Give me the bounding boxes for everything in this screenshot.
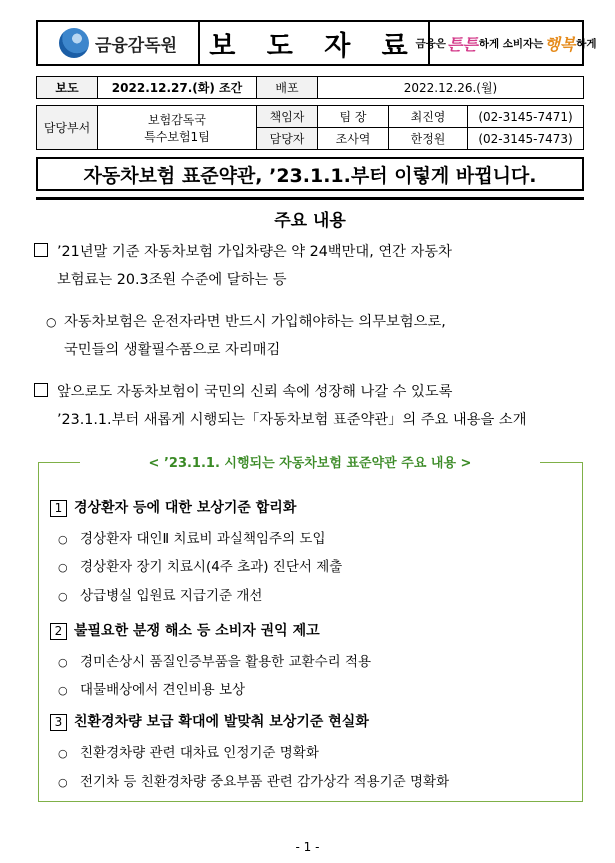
fss-logo-icon	[59, 28, 89, 58]
doc-title-cell	[198, 22, 430, 64]
list-item	[58, 650, 371, 670]
doc-title: 보 도 자 료	[209, 30, 419, 62]
release-value: 2022.12.27.(화) 조간	[98, 77, 257, 99]
press-release-header	[36, 20, 597, 66]
contact-role: 조사역	[318, 128, 389, 150]
section-number-box: 2	[50, 623, 67, 640]
headline: 자동차보험 표준약관, ’23.1.1.부터 이렇게 바뀝니다.	[36, 157, 584, 191]
bullet-circle-icon: ○	[58, 776, 68, 789]
section-heading-2	[50, 620, 320, 640]
list-item	[58, 555, 342, 575]
list-item	[58, 770, 449, 790]
responsible-role: 팀 장	[318, 106, 389, 128]
slogan	[415, 22, 597, 64]
dept-line1: 보험감독국	[148, 112, 206, 127]
list-item-text: 상급병실 입원료 지급기준 개선	[80, 588, 263, 604]
list-item	[58, 584, 262, 604]
list-item	[58, 741, 319, 761]
dept-line2: 특수보험1팀	[144, 129, 210, 144]
list-item	[58, 527, 326, 547]
p1-line1: ’21년말 기준 자동차보험 가입차량은 약 24백만대, 연간 자동차	[57, 244, 452, 260]
section-number-box: 3	[50, 714, 67, 731]
p1-line2: 보험료는 20.3조원 수준에 달하는 등	[57, 272, 287, 288]
section-heading-1	[50, 497, 296, 517]
page-number: - 1 -	[295, 840, 320, 854]
checkbox-square-icon	[34, 383, 48, 397]
org-logo	[38, 22, 198, 64]
section-title: 경상환자 등에 대한 보상기준 합리화	[74, 500, 297, 516]
p3-line2: ’23.1.1.부터 새롭게 시행되는「자동차보험 표준약관」의 주요 내용을 소개	[57, 412, 527, 428]
slogan-mid: 하게 소비자는	[478, 37, 544, 50]
section-heading-3	[50, 711, 369, 731]
paragraph-3	[34, 378, 594, 434]
release-label: 보도	[37, 77, 98, 99]
slogan-word-happy: 행복	[544, 34, 576, 54]
distribution-label: 배포	[257, 77, 318, 99]
p2-line2: 국민들의 생활필수품으로 자리매김	[64, 342, 281, 358]
list-item-text: 친환경차량 관련 대차료 인정기준 명확화	[80, 745, 319, 761]
section-number-box: 1	[50, 500, 67, 517]
p2-line1: 자동차보험은 운전자라면 반드시 가입해야하는 의무보험으로,	[64, 314, 446, 330]
contact-name: 한정원	[389, 128, 468, 150]
bullet-circle-icon: ○	[58, 533, 68, 546]
checkbox-square-icon	[34, 243, 48, 257]
contact-phone: (02-3145-7473)	[468, 128, 584, 150]
list-item-text: 경상환자 대인Ⅱ 치료비 과실책임주의 도입	[80, 531, 326, 547]
p3-line1: 앞으로도 자동차보험이 국민의 신뢰 속에 성장해 나갈 수 있도록	[57, 384, 453, 400]
slogan-prefix: 금융은	[415, 37, 446, 50]
dept-label: 담당부서	[37, 106, 98, 150]
dept-value	[98, 106, 257, 150]
slogan-suffix: 하게	[576, 37, 597, 50]
release-info-table	[36, 76, 584, 150]
divider	[36, 197, 584, 200]
list-item	[58, 678, 245, 698]
section-subtitle: 주요 내용	[274, 211, 346, 231]
responsible-phone: (02-3145-7471)	[468, 106, 584, 128]
bullet-circle-icon: ○	[58, 590, 68, 603]
slogan-word-strong: 튼튼	[446, 34, 478, 54]
paragraph-2	[46, 308, 594, 364]
org-name: 금융감독원	[94, 35, 178, 56]
bullet-circle-icon: ○	[58, 656, 68, 669]
list-item-text: 경미손상시 품질인증부품을 활용한 교환수리 적용	[80, 654, 372, 670]
bullet-circle-icon: ○	[46, 315, 57, 329]
bullet-circle-icon: ○	[58, 684, 68, 697]
summary-box-title: < ’23.1.1. 시행되는 자동차보험 표준약관 주요 내용 >	[80, 452, 540, 471]
section-title: 불필요한 분쟁 해소 등 소비자 권익 제고	[74, 623, 320, 639]
list-item-text: 전기차 등 친환경차량 중요부품 관련 감가상각 적용기준 명확화	[80, 774, 450, 790]
contact-label: 담당자	[257, 128, 318, 150]
responsible-name: 최진영	[389, 106, 468, 128]
bullet-circle-icon: ○	[58, 561, 68, 574]
list-item-text: 대물배상에서 견인비용 보상	[80, 682, 246, 698]
paragraph-1	[34, 238, 594, 294]
section-title: 친환경차량 보급 확대에 발맞춰 보상기준 현실화	[74, 714, 369, 730]
bullet-circle-icon: ○	[58, 747, 68, 760]
distribution-value: 2022.12.26.(월)	[318, 77, 584, 99]
responsible-label: 책임자	[257, 106, 318, 128]
list-item-text: 경상환자 장기 치료시(4주 초과) 진단서 제출	[80, 559, 343, 575]
